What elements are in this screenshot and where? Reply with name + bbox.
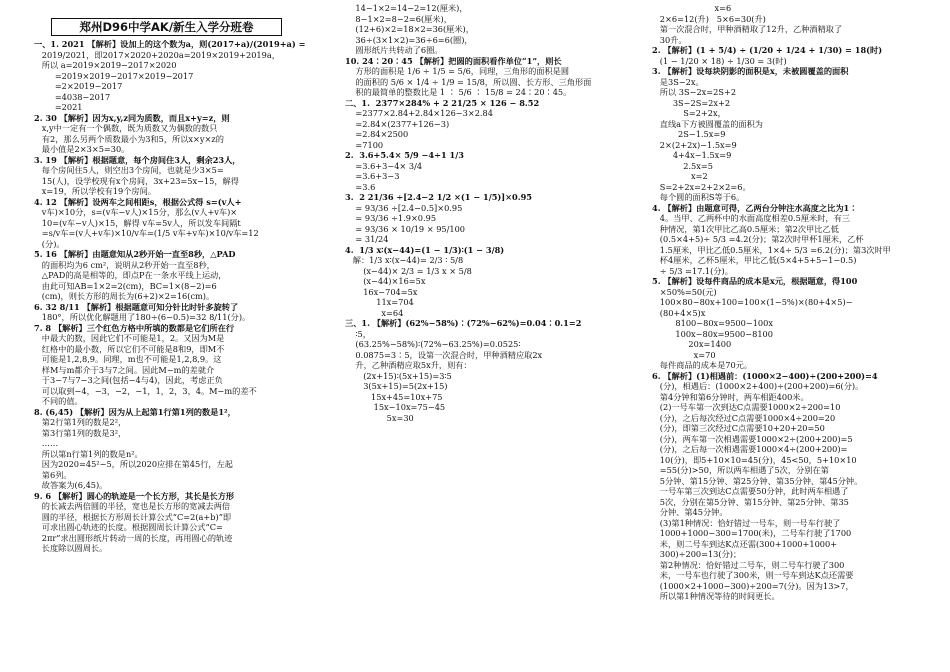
text-line: 可能是1,2,8,9。同理，m也不可能是1,2,8,9。这: [34, 354, 222, 364]
text-line: (x−44)×16=5x: [345, 276, 426, 286]
text-line: 二、1. 2377×284% + 2 21/25 × 126 − 8.52: [345, 97, 540, 108]
text-line: 第2行第1列的数是2²，: [34, 417, 127, 427]
text-line: =2019×2019−2017×2019−2017: [34, 70, 194, 81]
text-line: (0.5×4+5)÷ 5/3 =4.2(分)；第2次时甲杯1厘米，乙杯: [652, 234, 864, 244]
text-line: 2×6=12(升) 5×6=30(升): [652, 13, 766, 24]
text-line: 2019/2021，即2017×2020+2020a=2019×2019+2019a，: [34, 49, 280, 60]
text-line: 红格中的最小数，所以它们不可能是8和9，即M不: [34, 343, 225, 354]
text-line: 因为2020=45²−5，所以2020应排在第45行，左起: [34, 459, 233, 469]
text-line: 4. 12 【解析】设两车之间相距s，根据公式得 s=(v人+: [34, 196, 242, 207]
text-line: 3. 【解析】设每块阴影的面积是x，未被圆覆盖的面积: [652, 66, 849, 76]
text-line: 6. 【解析】(1)相遇前：(1000×2−400)÷(200+200)=4: [652, 370, 878, 381]
text-line: x=6: [652, 3, 732, 13]
text-line: 所以 a=2019×2019−2017×2020: [34, 60, 177, 70]
text-line: 米，则二号车到达K点还需(300+1000+1000+: [652, 538, 838, 549]
text-line: 2.5x=5: [652, 160, 713, 171]
text-line: 第4分钟和第6分钟时，两车相距400米。: [652, 391, 809, 402]
text-line: = 93/36 ÷1.9×0.95: [345, 213, 437, 223]
text-line: 180°，所以优化解题用了180÷(6−0.5)=32 8/11(分)。: [34, 312, 251, 322]
text-line: (2x+15)∶(5x+15)=3∶5: [345, 370, 452, 381]
text-line: 积的最简单的整数比是 1 ∶ 5/6 ∶ 15/8 = 24∶20∶45。: [345, 87, 572, 97]
text-line: (63.25%−58%)∶(72%−63.25%)=0.0525∶: [345, 339, 521, 349]
text-line: 三、1. 【解析】(62%−58%)∶(72%−62%)=0.04∶0.1=2: [345, 318, 582, 328]
text-line: 9. 6 【解析】圆心的轨迹是一个长方形，其长是长方形: [34, 490, 235, 501]
text-line: 米，一号车也行驶了300米，则一号车到达K点还需要: [652, 570, 854, 580]
text-line: 2πr”求出圆形纸片转动一周的长度，再用圆心的轨迹: [34, 532, 233, 543]
text-line: 于3−7与7−3之间(包括−4与4)，因此，考虑正负: [34, 375, 223, 385]
text-line: 3. 19 【解析】根据题意，每个房间住3人，剩余23人，: [34, 154, 241, 165]
text-line: 3S−2S=2x+2: [652, 97, 731, 108]
text-line: 中最大的数，因此它们不可能是1，2。又因为M是: [34, 333, 225, 343]
text-line: =2377×2.84+2.84×126−3×2.84: [345, 108, 493, 118]
text-line: 2. 30 【解析】因为x,y,z同为质数，而且x+y=z，则: [34, 112, 230, 123]
text-line: (1000×2+1000−300)÷200=7(分)。因为13>7，: [652, 580, 854, 591]
text-line: v车)×10分，s=(v车−v人)×15分，那么(v人+v车)×: [34, 207, 238, 217]
text-line: 5x=30: [345, 412, 414, 423]
text-line: 10. 24∶20∶45 【解析】把圆的面积看作单位“1”，则长: [345, 55, 562, 66]
text-line: 0.0875=3∶5，设第一次混合时，甲种酒精应取2x: [345, 349, 543, 360]
column-right: [652, 0, 944, 602]
text-line: 10=(v车−v人)×15，解得 v车=5v人，所以发车间隔t: [34, 217, 241, 228]
text-line: (x−44)× 2/3 = 1/3 x × 5/8: [345, 265, 472, 276]
text-line: 故答案为(6,45)。: [34, 480, 108, 490]
text-line: =2.84×2500: [345, 129, 409, 139]
text-line: 2. 【解析】(1 + 5/4) ÷ (1/20 + 1/24 + 1/30) = 18(时): [652, 45, 883, 55]
text-line: 第6列。: [34, 469, 72, 480]
text-line: x=64: [345, 307, 404, 318]
text-line: 15x+45=10x+75: [345, 391, 443, 402]
text-line: 所以第n行第1列的数是n²。: [34, 448, 143, 459]
text-line: 每个房间住5人，则空出3个房间，也就是少3×5=: [34, 165, 224, 175]
text-line: =3.6: [345, 181, 376, 192]
text-line: 所以第1种情况等待的时间更长。: [652, 591, 780, 601]
text-line: = 93/36 ÷[2.4−0.5]×0.95: [345, 202, 463, 213]
text-line: 15(人)，设学校现有x个房间，3x+23=5x−15，解得: [34, 175, 239, 186]
text-line: 升，乙种酒精应取5x升，则有：: [345, 360, 472, 370]
text-line: 4. 1/3 x∶(x−44)=(1 − 1/3)∶(1 − 3/8): [345, 244, 505, 255]
text-line: 第3行第1列的数是3²，: [34, 427, 127, 438]
text-line: 36÷(3×1×2)=36÷6=6(圈)，: [345, 34, 473, 45]
text-line: 可求出圆心轨迹的长度。根据圆周长计算公式“C=: [34, 522, 223, 532]
text-line: 分钟、第45分钟。: [652, 507, 728, 517]
text-line: ×50%=50(元): [652, 286, 717, 297]
text-line: 100×80−80x+100=100×(1−5%)×(80+4×5)−: [652, 297, 853, 307]
text-line: 解：1/3 x∶(x−44)= 2/3 ∶ 5/8: [345, 255, 464, 265]
text-line: 方形的面积是 1/6 ÷ 1/5 = 5/6，同理，三角形的面积是圆: [345, 66, 570, 76]
text-line: 2×(2+2x)−1.5x=9: [652, 139, 737, 150]
text-line: 杯4厘米，乙杯5厘米，甲比乙低(5×4+5+5−1−0.5): [652, 255, 857, 265]
text-line: (分)，相遇后：(1000×2+400)÷(200+200)=6(分)。: [652, 381, 864, 391]
text-line: 7. 8 【解析】三个红色方格中所填的数都是它们所在行: [34, 322, 235, 333]
text-line: 直线a下方被圆覆盖的面积为: [652, 118, 763, 129]
text-line: (分)，即第三次经过C点需要10+20+20=50: [652, 423, 825, 433]
text-line: 所以 3S−2x=2S+2: [652, 87, 737, 97]
text-line: (2)一号车第一次到达C点需要1000×2÷200=10: [652, 402, 841, 412]
text-line: 4+4x−1.5x=9: [652, 150, 732, 160]
text-line: 是3S−2x。: [652, 76, 704, 87]
column-left-body: [34, 39, 337, 554]
column-right-body: [652, 3, 944, 602]
text-line: x=19，所以学校有19个房间。: [34, 186, 156, 196]
text-line: (80+4×5)x: [652, 307, 706, 318]
text-line: 8−1×2=8−2=6(厘米)，: [345, 13, 452, 24]
text-line: 2. 3.6+5.4× 5/9 −4÷1 1/3: [345, 150, 464, 160]
text-line: 1000+1000−300=1700(米)，二号车行驶了1700: [652, 528, 852, 538]
text-line: =2×2019−2017: [34, 81, 123, 91]
text-line: 8100−80x=9500−100x: [652, 318, 773, 328]
text-line: 的面积的 5/6 × 1/4 ÷ 1/9 = 15/8，所以圆、长方形、三角形面: [345, 76, 592, 87]
text-line: 11x=704: [345, 297, 414, 307]
text-line: x,y中一定有一个偶数，既为质数又为偶数的数只: [34, 123, 218, 133]
text-line: 的长减去两倍圆的半径，宽也是长方形的宽减去两倍: [34, 501, 231, 511]
text-line: 每个圆的面积S等于6。: [652, 192, 745, 202]
text-line: 4. 【解析】由题意可得，乙两台分钟注水高度之比为1∶: [652, 202, 858, 213]
text-line: 一号车第三次到达C点需要50分钟，此时两车相遇了: [652, 486, 849, 496]
text-line: 有2，那么另两个质数最小为3和5，所以x×y×z的: [34, 133, 224, 144]
text-line: △PAD的高是相等的，即点P在一条水平线上运动，: [34, 270, 227, 280]
text-line: (分)，之后每一次相遇需要1000×4÷(200+200)=: [652, 444, 848, 454]
text-line: 圆的半径，根据长方形周长计算公式“C=2(a+b)”即: [34, 511, 232, 522]
text-line: ……: [34, 438, 59, 448]
text-line: 10(分)，即5+10×10=45(分)，45<50，5+10×10: [652, 454, 857, 465]
text-line: 1.5厘米，甲比乙低0.5厘米，1×4÷ 5/3 =6.2(分)；第3次时甲: [652, 244, 891, 255]
text-line: 5. 【解析】设每件商品的成本是x元，根据题意，得100: [652, 276, 858, 286]
text-line: 可以取到−4，−3，−2，−1，1，2，3，4。M−m的差不: [34, 385, 257, 396]
text-line: 不同的值。: [34, 396, 83, 406]
text-line: (1 − 1/20 × 18) ÷ 1/30 = 3(时): [652, 55, 787, 66]
text-line: 第2种情况：恰好错过二号车，则二号车行驶了300: [652, 559, 845, 570]
text-line: 的面积均为6 cm²，说明从2秒开始一直至8秒，: [34, 259, 215, 270]
text-line: = 31/24: [345, 234, 389, 244]
text-line: 由此可知AB=1×2=2(cm)，BC=1×(8−2)=6: [34, 280, 217, 291]
text-line: 15x−10x=75−45: [345, 402, 446, 412]
text-line: (3)第1种情况：恰好错过一号车，则一号车行驶了: [652, 517, 841, 528]
text-line: 3. 2 21/36 ÷[2.4−2 1/2 ×(1 − 1/5)]×0.95: [345, 192, 532, 202]
column-left: [34, 0, 337, 554]
text-line: 5次，分别在第5分钟、第15分钟、第25分钟、第35: [652, 496, 849, 507]
text-line: 5分钟、第15分钟、第25分钟、第35分钟、第45分钟。: [652, 475, 863, 486]
column-middle: [345, 0, 645, 423]
text-line: (cm)，则长方形的周长为(6+2)×2=16(cm)。: [34, 291, 215, 301]
text-line: ∶5，: [345, 328, 371, 339]
text-line: x=2: [652, 171, 708, 181]
text-line: =7100: [345, 139, 384, 150]
text-line: =55(分)>50，所以两车相遇了5次，分别在第: [652, 465, 829, 475]
text-line: 2S−1.5x=9: [652, 129, 726, 139]
text-line: 14−1×2=14−2=12(厘米)，: [345, 3, 468, 13]
text-line: 每件商品的成本是70元。: [652, 360, 753, 370]
text-line: =4038−2017: [34, 91, 111, 102]
text-line: 5. 16 【解析】由题意知从2秒开始一直至8秒，△PAD: [34, 249, 236, 259]
text-line: (分)，两车第一次相遇需要1000×2÷(200+200)=5: [652, 433, 853, 444]
column-middle-body: [345, 3, 645, 423]
text-line: 长度除以圆周长。: [34, 543, 108, 553]
text-line: 一、1. 2021 【解析】设加上的这个数为a，则(2017+a)/(2019+a) =: [34, 39, 306, 49]
text-line: 种情况，第1次甲比乙高0.5厘米；第2次甲比乙低: [652, 223, 839, 234]
text-line: 8. (6,45) 【解析】因为从上起第1行第1列的数是1²，: [34, 406, 236, 417]
text-line: =3.6+3−3: [345, 171, 400, 181]
page-title: 郑州D96中学AK/新生入学分班卷: [51, 18, 282, 36]
text-line: 100x−80x=9500−8100: [652, 328, 773, 339]
text-line: x=70: [652, 349, 716, 360]
text-line: 30升。: [652, 34, 687, 45]
text-line: 20x=1400: [652, 339, 732, 349]
text-line: 圆形纸片共转动了6圈。: [345, 45, 443, 55]
text-line: 第一次混合时，甲种酒精取了12升，乙种酒精取了: [652, 24, 843, 34]
text-line: (分)，之后每次经过C点需要1000×4÷200=20: [652, 412, 836, 423]
text-line: =3.6+3−4× 3/4: [345, 160, 423, 171]
text-line: 4。当甲、乙两杯中的水面高度相差0.5厘米时，有三: [652, 213, 850, 223]
text-line: 样M与m都介于3与7之间。因此M−m的差就介: [34, 364, 215, 375]
text-line: ÷ 5/3 =17.1(分)。: [652, 265, 733, 276]
text-line: =2021: [34, 102, 83, 112]
text-line: = 93/36 × 10/19 × 95/100: [345, 223, 465, 234]
text-line: =s/v车=(v人+v车)×10/v车=(1/5 v车+v车)×10/v车=12: [34, 228, 259, 238]
text-line: 3(5x+15)=5(2x+15): [345, 381, 448, 391]
text-line: S=2+2x=2+2×2=6。: [652, 181, 751, 192]
text-line: 6. 32 8/11 【解析】根据题意可知分针比时针多旋转了: [34, 301, 239, 312]
text-line: 最小值是2×3×5=30。: [34, 144, 130, 154]
text-line: =2.84×(2377+126−3): [345, 118, 450, 129]
text-line: 16x−704=5x: [345, 286, 418, 297]
text-line: (12+6)×2=18×2=36(厘米)，: [345, 24, 474, 34]
text-line: 300)÷200=13(分)；: [652, 549, 742, 559]
text-line: S=2+2x，: [652, 108, 726, 118]
text-line: (分)。: [34, 238, 65, 249]
